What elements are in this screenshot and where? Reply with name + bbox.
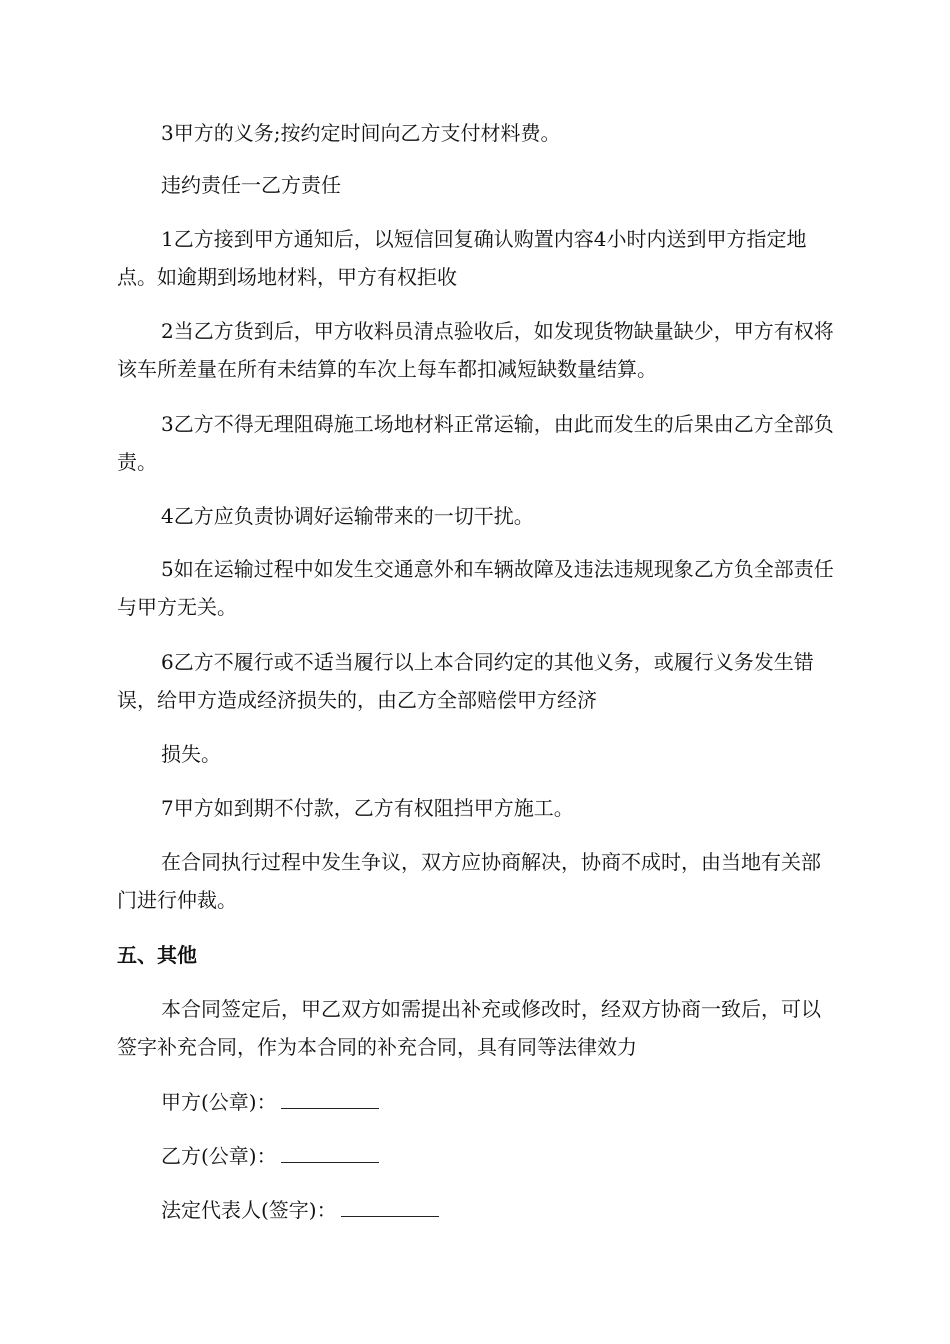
signature-party-a (161, 1083, 379, 1121)
section-heading-other: 五、其他 (117, 943, 197, 967)
signature-legal-rep (161, 1191, 439, 1229)
paragraph-clause-1: 1乙方接到甲方通知后，以短信回复确认购置内容4小时内送到甲方指定地点。如逾期到场地材料，甲方有权拒收 (117, 227, 807, 289)
paragraph-clause-5: 5如在运输过程中如发生交通意外和车辆故障及违法违规现象乙方负全部责任与甲方无关。 (117, 557, 834, 619)
signature-legal-rep-label: 法定代表人(签字)： (161, 1198, 337, 1222)
signature-party-b (161, 1137, 379, 1175)
signature-party-b-blank (281, 1140, 379, 1163)
paragraph-clause-4: 4乙方应负责协调好运输带来的一切干扰。 (161, 504, 534, 528)
signature-legal-rep-blank (341, 1194, 439, 1217)
paragraph-liability-title: 违约责任一乙方责任 (161, 173, 341, 197)
paragraph-clause-2: 2当乙方货到后，甲方收料员清点验收后，如发现货物缺量缺少，甲方有权将该车所差量在所有未结算的车次上每车都扣减短缺数量结算。 (117, 319, 834, 381)
paragraph-clause-3: 3乙方不得无理阻碍施工场地材料正常运输，由此而发生的后果由乙方全部负责。 (117, 412, 834, 474)
signature-party-a-blank (281, 1086, 379, 1109)
paragraph-clause-6: 6乙方不履行或不适当履行以上本合同约定的其他义务，或履行义务发生错误，给甲方造成经济损失的，由乙方全部赔偿甲方经济 (117, 650, 814, 712)
paragraph-clause-6-continued: 损失。 (161, 742, 221, 766)
signature-party-a-label: 甲方(公章)： (161, 1090, 277, 1114)
paragraph-supplement: 本合同签定后，甲乙双方如需提出补充或修改时，经双方协商一致后，可以签字补充合同，作为本合同的补充合同，具有同等法律效力 (117, 997, 821, 1059)
paragraph-dispute: 在合同执行过程中发生争议，双方应协商解决，协商不成时，由当地有关部门进行仲裁。 (117, 850, 821, 912)
paragraph-party-a-obligation: 3甲方的义务;按约定时间向乙方支付材料费。 (161, 121, 561, 145)
paragraph-clause-7: 7甲方如到期不付款，乙方有权阻挡甲方施工。 (161, 796, 574, 820)
signature-party-b-label: 乙方(公章)： (161, 1144, 277, 1168)
